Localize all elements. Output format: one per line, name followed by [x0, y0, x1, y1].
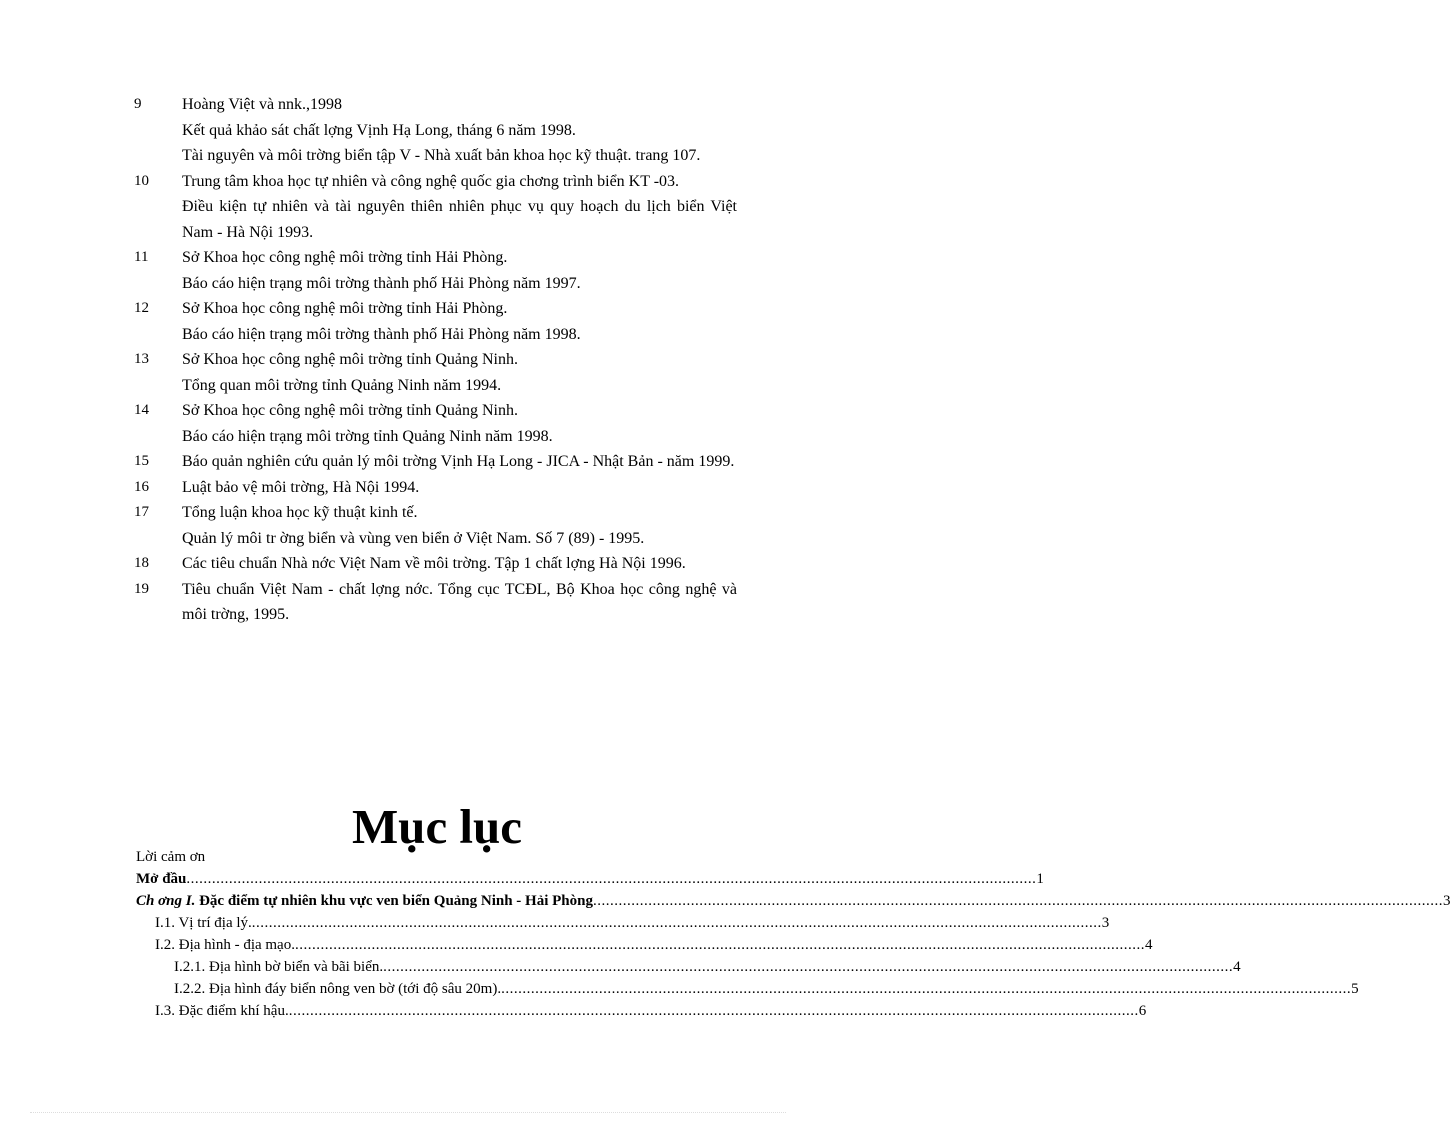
toc-entry-label: I.1. Vị trí địa lý. — [155, 915, 252, 931]
reference-body — [182, 347, 737, 398]
reference-line: Các tiêu chuẩn Nhà nớc Việt Nam về môi trờng. Tập 1 chất lợng Hà Nội 1996. — [182, 555, 686, 572]
reference-line: Tiêu chuẩn Việt Nam - chất lợng nớc. Tổng cục TCĐL, Bộ Khoa học công nghệ và môi trờng, 1995. — [182, 580, 737, 623]
reference-item — [0, 449, 816, 475]
toc-leader-dots: ........................................................................................................................................................................................................ — [593, 893, 1443, 909]
toc-leader-dots: ........................................................................................................................................................................................................ — [186, 871, 1037, 887]
reference-body — [182, 169, 737, 246]
toc-leader-dots: ........................................................................................................................................................................................................ — [294, 937, 1145, 953]
toc-entry-label: Đặc điểm tự nhiên khu vực ven biển Quảng Ninh - Hải Phòng — [195, 893, 593, 909]
toc-entry-label: I.2.1. Địa hình bờ biển và bãi biển. — [174, 959, 384, 975]
reference-body — [182, 296, 737, 347]
reference-line: Sở Khoa học công nghệ môi trờng tỉnh Hải Phòng. — [182, 300, 508, 317]
reference-item — [0, 577, 816, 628]
toc-leader-dots: ........................................................................................................................................................................................................ — [501, 981, 1352, 997]
toc-entry[interactable] — [136, 890, 1451, 912]
reference-list — [0, 92, 816, 628]
reference-line: Sở Khoa học công nghệ môi trờng tỉnh Quảng Ninh. — [182, 402, 518, 419]
toc-entries — [136, 868, 1451, 1022]
table-of-contents — [136, 847, 1451, 1022]
toc-entry-label: I.3. Đặc điểm khí hậu. — [155, 1003, 289, 1019]
reference-line: Báo quản nghiên cứu quản lý môi trờng Vịnh Hạ Long - JICA - Nhật Bản - năm 1999. — [182, 453, 735, 470]
reference-item — [0, 500, 816, 551]
reference-number: 18 — [134, 555, 149, 571]
toc-page-number: 4 — [1144, 937, 1153, 953]
reference-line: Kết quả khảo sát chất lợng Vịnh Hạ Long, tháng 6 năm 1998. — [182, 121, 576, 139]
reference-number: 11 — [134, 249, 149, 265]
reference-number: 12 — [134, 300, 149, 316]
reference-number: 9 — [134, 96, 142, 112]
reference-line: Tổng luận khoa học kỹ thuật kinh tế. — [182, 504, 418, 521]
reference-item — [0, 245, 816, 296]
toc-page-number: 1 — [1036, 871, 1044, 887]
reference-body — [182, 500, 737, 551]
toc-entry-prefix: Ch ơng I. — [136, 893, 196, 909]
reference-line: Tài nguyên và môi trờng biển tập V - Nhà xuất bản khoa học kỹ thuật. trang 107. — [182, 147, 701, 164]
reference-line: Sở Khoa học công nghệ môi trờng tỉnh Quảng Ninh. — [182, 351, 518, 368]
reference-item — [0, 475, 816, 501]
toc-page-number: 3 — [1101, 915, 1110, 931]
reference-body — [182, 449, 737, 475]
reference-line: Báo cáo hiện trạng môi trờng thành phố Hải Phòng năm 1997. — [182, 274, 581, 292]
reference-item — [0, 347, 816, 398]
reference-item — [0, 92, 816, 169]
toc-entry[interactable] — [136, 1000, 1147, 1022]
reference-body — [182, 92, 737, 169]
toc-entry[interactable] — [136, 934, 1153, 956]
reference-body — [182, 475, 737, 501]
reference-body — [182, 577, 737, 628]
reference-line: Luật bảo vệ môi trờng, Hà Nội 1994. — [182, 478, 420, 496]
reference-item — [0, 551, 816, 577]
toc-entry[interactable] — [136, 956, 1241, 978]
toc-page-number: 3 — [1443, 893, 1451, 909]
reference-body — [182, 551, 737, 577]
reference-number: 15 — [134, 453, 149, 469]
toc-page-number: 5 — [1351, 981, 1359, 997]
reference-number: 13 — [134, 351, 149, 367]
toc-page-number: 4 — [1233, 959, 1241, 975]
reference-number: 16 — [134, 478, 149, 495]
reference-line: Trung tâm khoa học tự nhiên và công nghệ quốc gia chơng trình biển KT -03. — [182, 172, 680, 190]
reference-item — [0, 398, 816, 449]
toc-entry-label: I.2.2. Địa hình đáy biển nông ven bờ (tới độ sâu 20m). — [174, 981, 502, 997]
page-footer-rule — [30, 1112, 786, 1113]
reference-number: 14 — [134, 402, 149, 418]
toc-leader-dots: ........................................................................................................................................................................................................ — [288, 1003, 1139, 1019]
toc-entry[interactable] — [136, 868, 1044, 890]
reference-line: Điều kiện tự nhiên và tài nguyên thiên nhiên phục vụ quy hoạch du lịch biển Việt Nam - Hà Nội 1993. — [182, 198, 737, 241]
reference-line: Hoàng Việt và nnk.,1998 — [182, 96, 343, 113]
reference-number: 19 — [134, 580, 149, 597]
toc-intro: Lời cảm ơn — [136, 849, 206, 865]
reference-line: Báo cáo hiện trạng môi trờng tỉnh Quảng Ninh năm 1998. — [182, 427, 553, 445]
reference-number: 17 — [134, 504, 149, 520]
toc-entry-label: I.2. Địa hình - địa mạo. — [155, 937, 295, 953]
toc-entry-label: Mở đầu — [136, 871, 187, 887]
reference-line: Quản lý môi tr ờng biển và vùng ven biển ở Việt Nam. Số 7 (89) - 1995. — [182, 529, 645, 547]
reference-line: Sở Khoa học công nghệ môi trờng tỉnh Hải Phòng. — [182, 249, 508, 266]
toc-page-number: 6 — [1138, 1003, 1147, 1019]
reference-body — [182, 245, 737, 296]
reference-body — [182, 398, 737, 449]
reference-number: 10 — [134, 172, 149, 189]
reference-item — [0, 296, 816, 347]
toc-leader-dots: ........................................................................................................................................................................................................ — [251, 915, 1102, 931]
toc-entry[interactable] — [136, 978, 1359, 1000]
reference-line: Tổng quan môi trờng tỉnh Quảng Ninh năm 1994. — [182, 376, 502, 394]
toc-entry[interactable] — [136, 912, 1110, 934]
reference-line: Báo cáo hiện trạng môi trờng thành phố Hải Phòng năm 1998. — [182, 325, 581, 343]
reference-item — [0, 169, 816, 246]
toc-title: Mục lục — [351, 799, 523, 854]
toc-leader-dots: ........................................................................................................................................................................................................ — [383, 959, 1234, 975]
